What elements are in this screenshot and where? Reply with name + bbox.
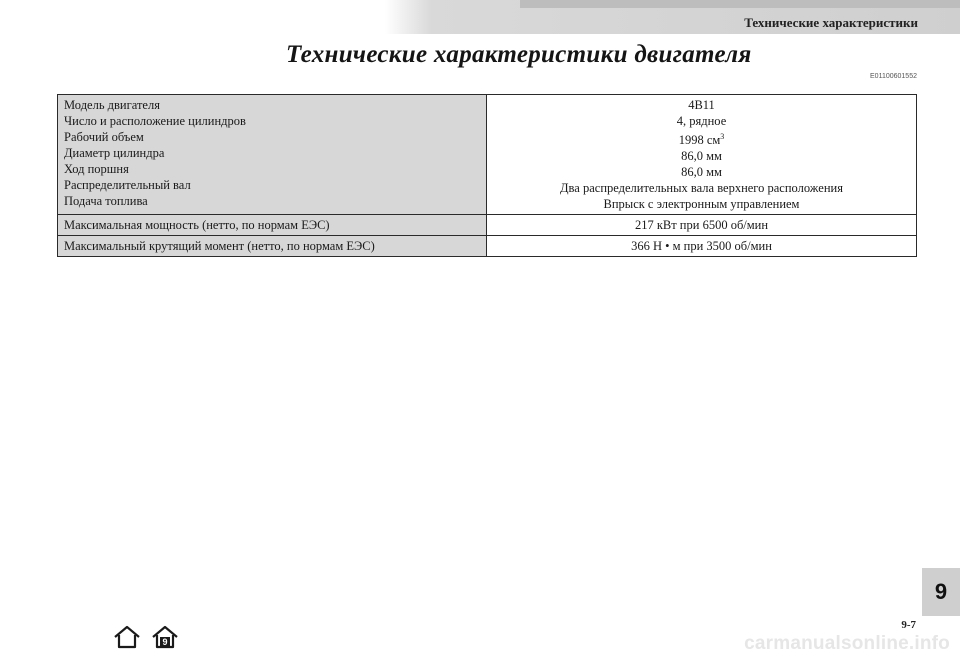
chapter-icon-label: 9: [162, 637, 168, 647]
spec-label-bore: Диаметр цилиндра: [64, 146, 165, 160]
spec-label-engine-model: Модель двигателя: [64, 98, 160, 112]
home-icon[interactable]: [112, 624, 142, 650]
table-row: [58, 236, 917, 257]
chapter-home-icon[interactable]: [150, 624, 180, 650]
page-title: Технические характеристики двигателя: [286, 41, 752, 68]
displacement-superscript: 3: [720, 132, 725, 141]
spec-label-fuel-system: Подача топлива: [64, 194, 148, 208]
spec-value-fuel-system: Впрыск с электронным управлением: [603, 197, 800, 212]
spec-label-cylinders: Число и расположение цилиндров: [64, 114, 246, 128]
spec-label-stroke: Ход поршня: [64, 162, 129, 176]
header-band-top: [520, 0, 960, 8]
chapter-tab[interactable]: 9: [922, 568, 960, 616]
engine-spec-table: [57, 94, 917, 257]
page-number: 9-7: [901, 619, 916, 631]
spec-label-max-power: Максимальная мощность (нетто, по нормам ЕЭС): [58, 215, 487, 236]
spec-value-displacement: [493, 129, 910, 148]
spec-value-engine-model: 4B11: [688, 98, 715, 112]
spec-label-camshaft: Распределительный вал: [64, 178, 191, 192]
spec-label-max-torque: Максимальный крутящий момент (нетто, по нормам ЕЭС): [58, 236, 487, 257]
table-row: [58, 95, 917, 215]
document-code: E01100601552: [870, 73, 917, 80]
displacement-text: 1998 см: [678, 133, 721, 148]
spec-label-displacement: Рабочий объем: [64, 130, 144, 144]
spec-value-camshaft: Два распределительных вала верхнего расположения: [560, 181, 843, 196]
spec-labels-cell: [58, 95, 487, 215]
section-header: Технические характеристики: [744, 15, 918, 30]
spec-value-stroke: 86,0 мм: [681, 165, 722, 180]
spec-value-max-power: 217 кВт при 6500 об/мин: [487, 215, 917, 236]
table-row: [58, 215, 917, 236]
spec-value-cylinders: 4, рядное: [676, 114, 727, 128]
navigation-icons: [112, 624, 180, 650]
watermark: carmanualsonline.info: [744, 633, 950, 654]
spec-value-bore: 86,0 мм: [681, 149, 722, 164]
spec-values-cell: [487, 95, 917, 215]
spec-value-max-torque: 366 Н • м при 3500 об/мин: [487, 236, 917, 257]
